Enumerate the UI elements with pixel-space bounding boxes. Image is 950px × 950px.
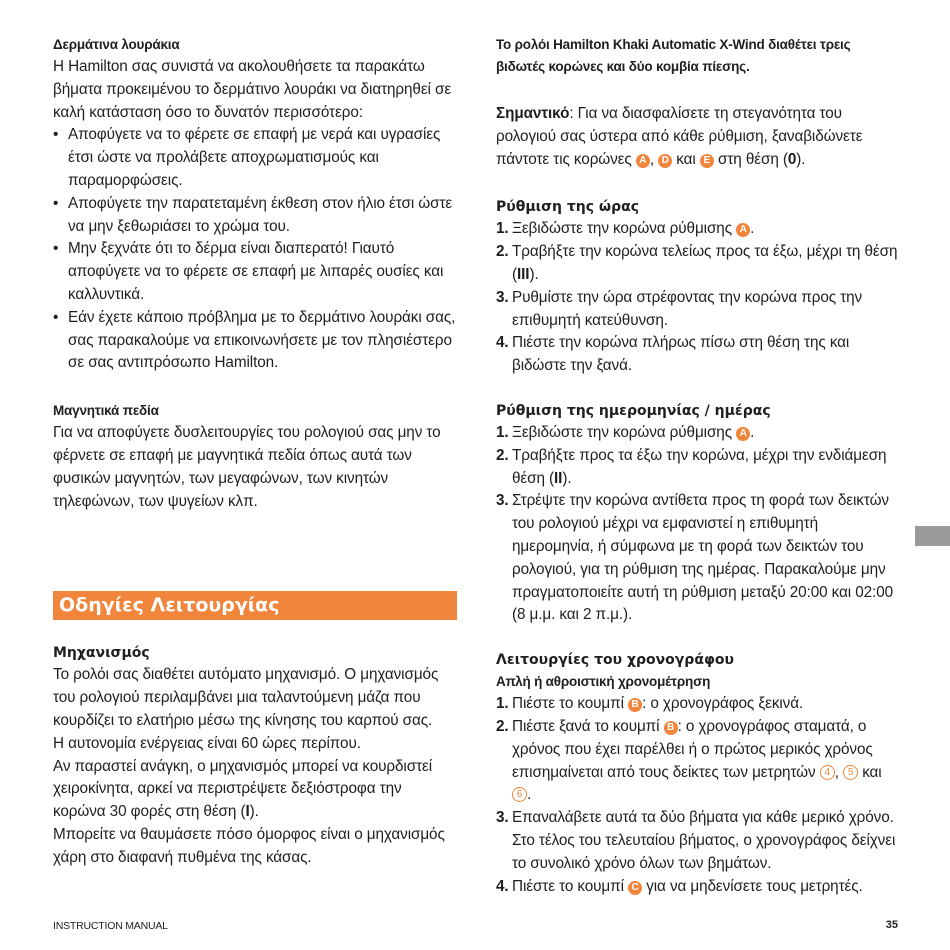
crown-a-badge: A [636,154,650,168]
time-steps [496,218,898,378]
leather-bullet-2: • Αποφύγετε την παρατεταμένη έκθεση στον ήλιο έτσι ώστε να μην ξεθωριάσει το χρώμα του. [53,193,457,239]
crown-e-badge: E [700,154,714,168]
date-setting-heading: Ρύθμιση της ημερομηνίας / ημέρας [496,402,771,419]
crown-a-badge: A [736,427,750,441]
leather-list [53,124,457,375]
counter-5-icon: 5 [843,765,858,780]
mechanism-paragraph-2: Η αυτονομία ενέργειας είναι 60 ώρες περίπου. [53,734,361,752]
counter-6-icon: 6 [512,787,527,802]
pusher-b-badge: B [628,698,642,712]
pusher-b-badge: B [664,721,678,735]
leather-intro: Η Hamilton σας συνιστά να ακολουθήσετε τα παρακάτω βήματα προκειμένου το δερμάτινο λουράκι να διατηρηθεί σε καλή κατάσταση όσο το δυνατόν περισσότερο: [53,58,452,121]
leather-bullet-4: • Εάν έχετε κάποιο πρόβλημα με το δερμάτινο λουράκι σας, σας παρακαλούμε να επικοινωνήσετε με τον πλησιέστερο σε σας αντιπρόσωπο Hamilton. [53,307,457,375]
chrono-step-1: 1. Πιέστε το κουμπί B : ο χρονογράφος ξεκινά. [496,695,804,713]
chrono-step-3: 3. Επαναλάβετε αυτά τα δύο βήματα για κάθε μερικό χρόνο. Στο τέλος του τελευταίου βήματος, ο χρονογράφος δείχνει το συνολικό χρόνο όλων των βημάτων. [496,809,896,872]
crown-d-badge: D [658,154,672,168]
right-column [496,34,898,898]
page-number: 35 [885,919,898,931]
time-step-2: 2. Τραβήξτε την κορώνα τελείως προς τα έξω, μέχρι τη θέση (III). [496,243,898,283]
mechanism-heading: Μηχανισμός [53,645,150,662]
footer-label: INSTRUCTION MANUAL [53,920,168,932]
time-setting-heading: Ρύθμιση της ώρας [496,199,640,216]
leather-heading: Δερμάτινα λουράκια [53,37,180,52]
chrono-step-2: 2. Πιέστε ξανά το κουμπί B : ο χρονογράφος σταματά, ο χρόνος που έχει παρέλθει ή ο πρώτος μερικός χρόνος επισημαίνεται από τους δείκτες των μετρητών 4 , 5 και 6 . [496,717,882,804]
crown-a-badge: A [736,223,750,237]
chrono-subheading: Απλή ή αθροιστική χρονομέτρηση [496,674,711,690]
time-step-4: 4. Πιέστε την κορώνα πλήρως πίσω στη θέση της και βιδώστε την ξανά. [496,334,850,375]
leather-bullet-3: • Μην ξεχνάτε ότι το δέρμα είναι διαπερατό! Γιαυτό αποφύγετε να το φέρετε σε επαφή με λιπαρές ουσίες και καλλυντικά. [53,238,457,306]
left-column [53,34,457,870]
mechanism-paragraph-1: Το ρολόι σας διαθέτει αυτόματο μηχανισμό. Ο μηχανισμός του ρολογιού περιλαμβάνει μια ταλαντούμενη μάζα που κουρδίζει το ελατήριο μέσω της κίνησης του καρπού σας. [53,666,439,729]
operating-instructions-banner: Οδηγίες Λειτουργίας [53,591,457,620]
magnetic-text: Για να αποφύγετε δυσλειτουργίες του ρολογιού σας μην το φέρνετε σε επαφή με μαγνητικά πεδία όπως αυτά των φυσικών μαγνητών, των μεγαφώνων, των κινητών τηλεφώνων, των ψυγείων κλπ. [53,424,441,510]
date-steps [496,422,898,627]
chrono-heading: Λειτουργίες του χρονογράφου [496,652,734,669]
section-tab-marker [915,526,950,546]
date-step-1: 1. Ξεβιδώστε την κορώνα ρύθμισης A . [496,423,755,441]
magnetic-heading: Μαγνητικά πεδία [53,403,159,419]
mechanism-paragraph-4: Μπορείτε να θαυμάσετε πόσο όμορφος είναι ο μηχανισμός χάρη στο διαφανή πυθμένα της κάσας. [53,825,445,866]
time-step-1: 1. Ξεβιδώστε την κορώνα ρύθμισης A . [496,220,755,238]
mechanism-paragraph-3: Αν παραστεί ανάγκη, ο μηχανισμός μπορεί να κουρδιστεί χειροκίνητα, αρκεί να περιστρέψετε δεξιόστροφα την κορώνα 30 φορές στη θέση (I). [53,757,433,821]
important-note: Σημαντικό: Για να διασφαλίσετε τη στεγανότητα του ρολογιού σας ύστερα από κάθε ρύθμιση, ξαναβιδώνετε πάντοτε τις κορώνες A , D και E στη θέση (0). [496,105,863,168]
important-label: Σημαντικό [496,105,570,122]
pusher-c-badge: C [628,881,642,895]
counter-4-icon: 4 [820,765,835,780]
leather-bullet-1: • Αποφύγετε να το φέρετε σε επαφή με νερά και υγρασίες έτσι ώστε να προλάβετε αποχρωματισμούς και παραμορφώσεις. [53,124,457,192]
crowns-intro-heading: Το ρολόι Hamilton Khaki Automatic X-Wind διαθέτει τρεις βιδωτές κορώνες και δύο κομβία πίεσης. [496,37,851,74]
date-step-2: 2. Τραβήξτε προς τα έξω την κορώνα, μέχρι την ενδιάμεση θέση (II). [496,446,887,487]
date-step-3: 3. Στρέψτε την κορώνα αντίθετα προς τη φορά των δεικτών του ρολογιού μέχρι να εμφανιστεί η επιθυμητή ημερομηνία, ή σύμφωνα με τη φορά των δεικτών του ρολογιού, για τη ρύθμιση της ημέρας. Παρακαλούμε μην πραγματοποιείτε αυτή τη ρύθμιση μεταξύ 20:00 και 02:00 (8 μ.μ. και 2 π.μ.). [496,492,894,624]
chrono-step-4: 4. Πιέστε το κουμπί C για να μηδενίσετε τους μετρητές. [496,877,863,895]
chrono-steps [496,693,898,898]
time-step-3: 3. Ρυθμίστε την ώρα στρέφοντας την κορώνα προς την επιθυμητή κατεύθυνση. [496,288,863,329]
